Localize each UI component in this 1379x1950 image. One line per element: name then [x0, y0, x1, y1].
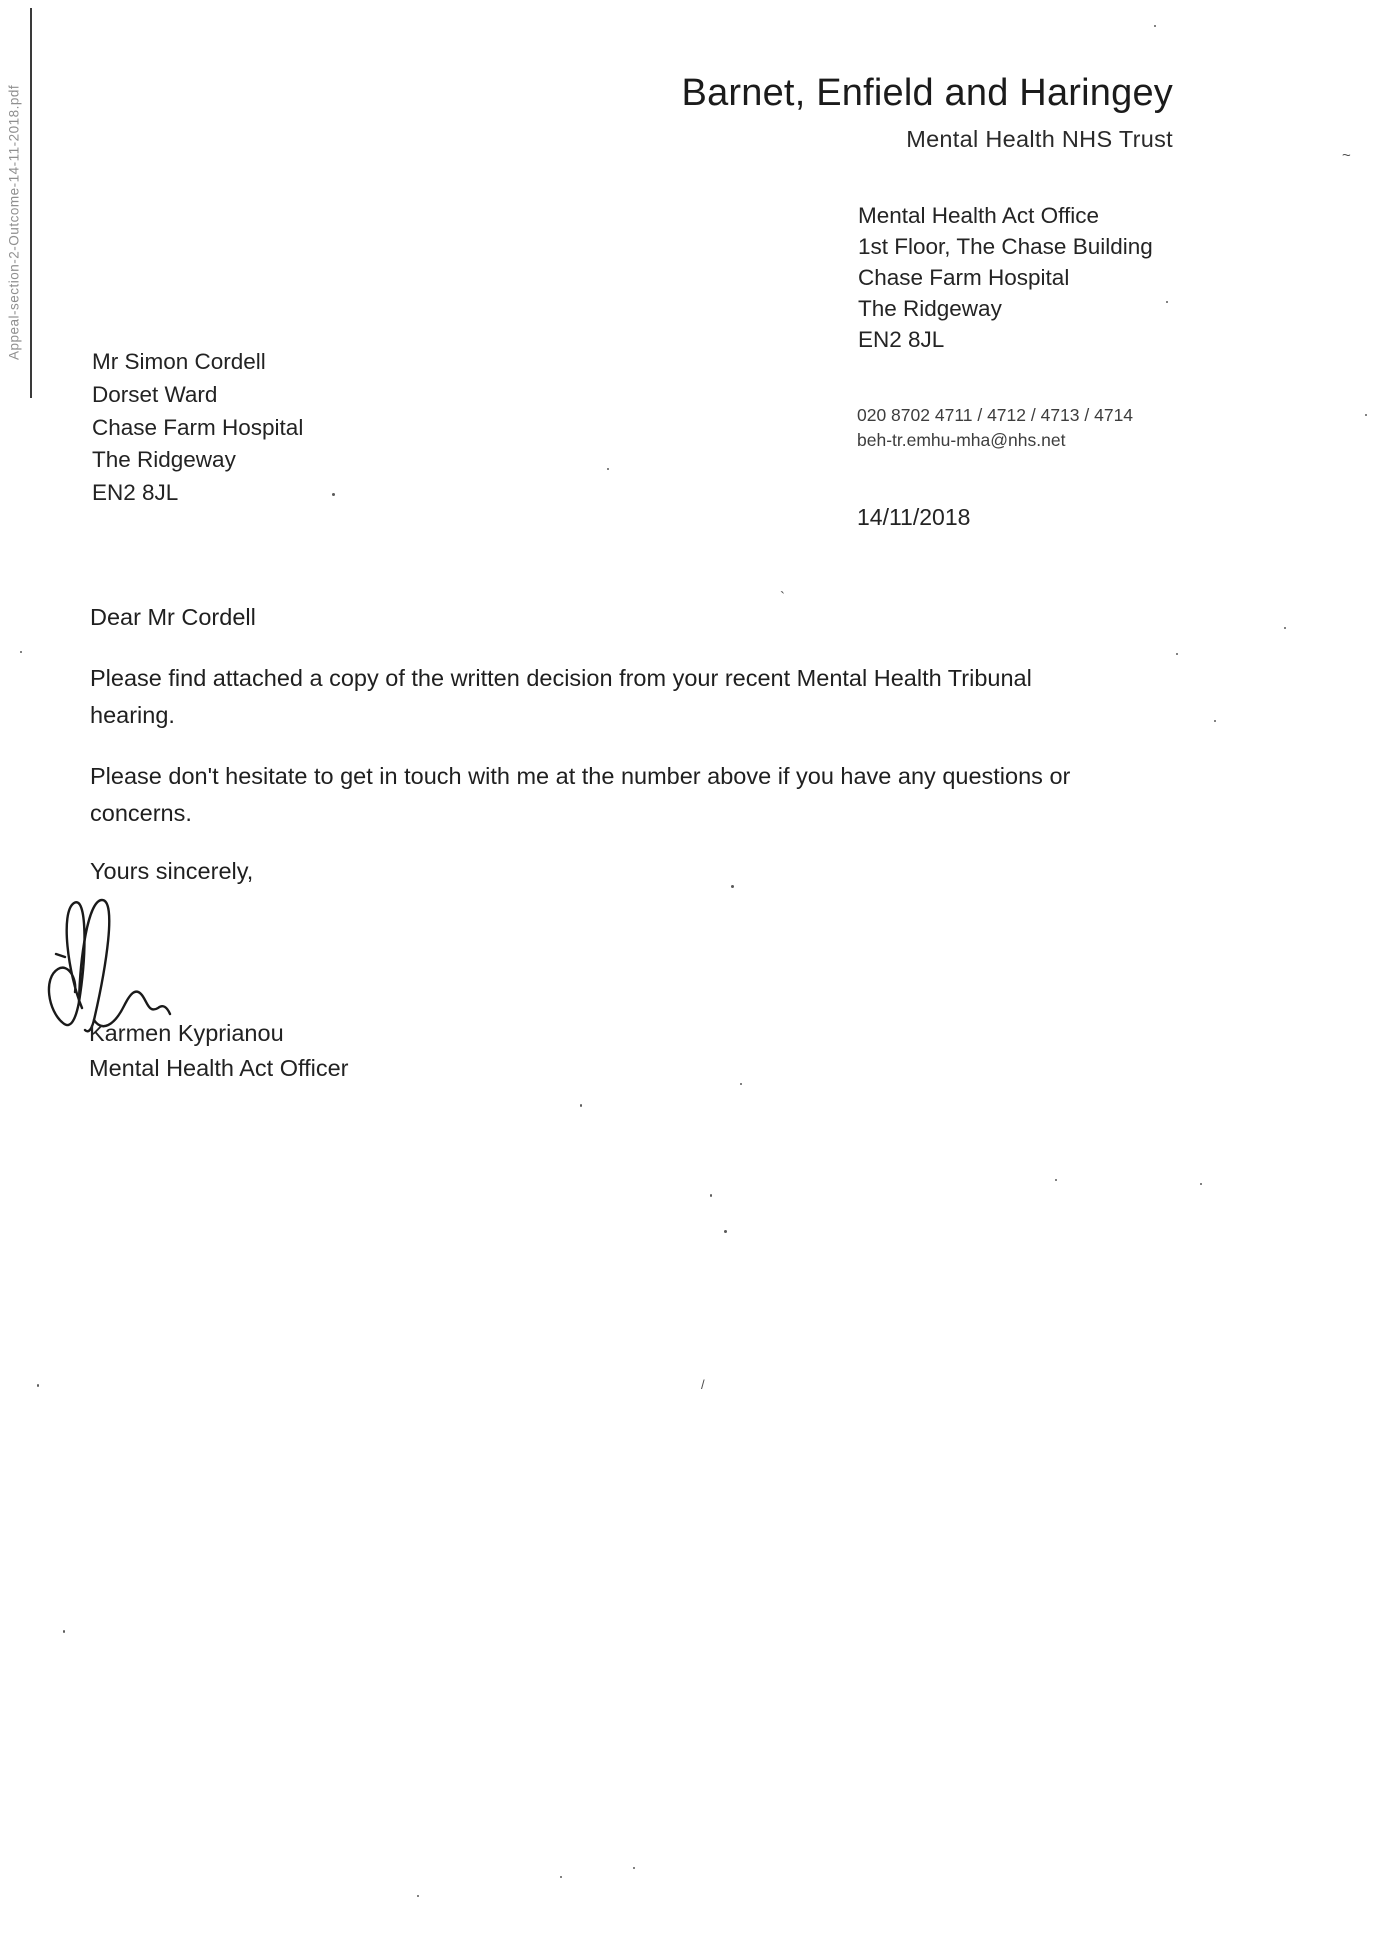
scan-speck	[731, 885, 734, 888]
signatory-name: Karmen Kyprianou	[89, 1020, 284, 1046]
sender-address-line: 1st Floor, The Chase Building	[858, 234, 1153, 259]
scan-speck	[20, 651, 22, 653]
scan-speck	[633, 1867, 635, 1869]
scan-speck	[1055, 1179, 1057, 1181]
scan-speck	[332, 493, 335, 496]
signatory-title: Mental Health Act Officer	[89, 1054, 349, 1081]
sender-email: beh-tr.emhu-mha@nhs.net	[857, 430, 1066, 450]
letter-date: 14/11/2018	[857, 504, 971, 530]
scan-speck	[1214, 720, 1216, 722]
body-paragraph	[90, 660, 1290, 733]
trust-subtitle: Mental Health NHS Trust	[906, 126, 1173, 152]
closing-line: Yours sincerely,	[90, 858, 254, 884]
body-paragraph	[90, 758, 1290, 831]
body-paragraph-line: Please find attached a copy of the written decision from your recent Mental Health Tribunal	[90, 665, 1032, 691]
sender-address-line: EN2 8JL	[858, 327, 945, 352]
sender-address-line: Chase Farm Hospital	[858, 265, 1070, 290]
recipient-address-line: Mr Simon Cordell	[92, 349, 266, 374]
scan-speck	[724, 1230, 727, 1233]
scan-mark-slash: /	[701, 1377, 705, 1392]
scan-speck	[37, 1384, 39, 1387]
scan-speck	[1166, 301, 1168, 303]
trust-name-heading: Barnet, Enfield and Haringey	[681, 72, 1173, 114]
recipient-address-line: EN2 8JL	[92, 480, 179, 506]
scan-speck	[1154, 25, 1156, 27]
sender-address-line: Mental Health Act Office	[858, 203, 1099, 228]
sender-phone: 020 8702 4711 / 4712 / 4713 / 4714	[857, 405, 1134, 425]
body-paragraph-line: hearing.	[90, 701, 175, 728]
scan-edge-rule	[30, 8, 32, 398]
scan-speck	[710, 1194, 712, 1197]
scan-speck	[560, 1876, 562, 1878]
scan-speck	[580, 1104, 582, 1107]
recipient-address-block	[92, 346, 303, 510]
scan-speck	[417, 1895, 419, 1897]
signatory-block	[89, 1016, 349, 1085]
scan-speck	[1284, 627, 1286, 629]
sender-address-block	[858, 200, 1153, 355]
scan-speck	[1365, 414, 1367, 416]
scan-speck	[1200, 1183, 1202, 1185]
recipient-address-line: Chase Farm Hospital	[92, 414, 304, 440]
scan-speck	[1176, 653, 1178, 655]
body-paragraph-line: concerns.	[90, 799, 192, 826]
sender-contact-block	[857, 403, 1133, 453]
scan-speck	[607, 468, 609, 470]
recipient-address-line: Dorset Ward	[92, 381, 218, 407]
recipient-address-line: The Ridgeway	[92, 447, 236, 473]
scan-mark-backtick: `	[780, 589, 785, 606]
pdf-filename-vertical: Appeal-section-2-Outcome-14-11-2018.pdf	[6, 84, 22, 360]
scan-mark-tilde: ~	[1342, 147, 1351, 164]
salutation: Dear Mr Cordell	[90, 604, 256, 630]
sender-address-line: The Ridgeway	[858, 296, 1002, 321]
scan-speck	[63, 1630, 65, 1633]
scan-speck	[740, 1083, 742, 1085]
body-paragraph-line: Please don't hesitate to get in touch with me at the number above if you have any questions or	[90, 763, 1071, 789]
